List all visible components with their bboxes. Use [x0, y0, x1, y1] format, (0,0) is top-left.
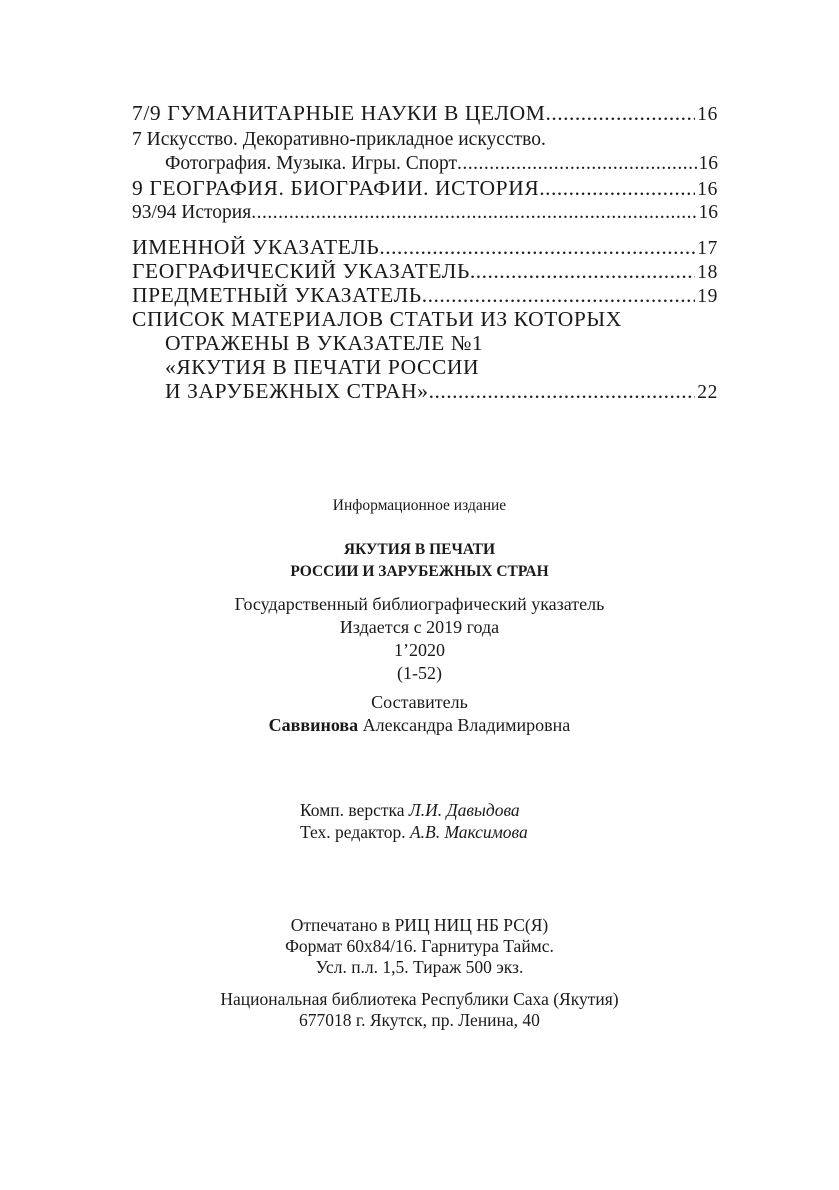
toc-entry[interactable] [132, 202, 718, 224]
toc-entry-page: 16 [698, 153, 718, 174]
issue-number: 1’2020 [394, 640, 445, 660]
layout-person: Л.И. Давыдова [408, 800, 520, 820]
toc-leader-dots [545, 101, 695, 126]
toc-entry-title: 93/94 История [132, 202, 252, 223]
compiler-label: Составитель [371, 692, 468, 712]
library-name: Национальная библиотека Республики Саха (Якутия) [220, 989, 619, 1009]
toc-leader-dots [457, 153, 697, 175]
print-run: Усл. п.л. 1,5. Тираж 500 экз. [315, 957, 524, 977]
toc-entry-page: 19 [697, 286, 718, 307]
layout-label: Комп. верстка [300, 800, 405, 820]
toc-entry-page: 22 [697, 382, 718, 403]
editor-credit [300, 822, 528, 843]
library-address: 677018 г. Якутск, пр. Ленина, 40 [299, 1010, 540, 1030]
toc-entry[interactable] [132, 235, 718, 260]
published-since: Издается с 2019 года [339, 617, 500, 637]
toc-leader-dots [429, 379, 696, 404]
toc-entry[interactable] [165, 379, 718, 404]
publication-title-line-2: РОССИИ И ЗАРУБЕЖНЫХ СТРАН [290, 563, 549, 580]
toc-entry[interactable] [132, 176, 718, 201]
toc-entry-title: ПРЕДМЕТНЫЙ УКАЗАТЕЛЬ [132, 283, 422, 307]
compiler-given-names: Александра Владимировна [362, 715, 571, 735]
toc-entry[interactable] [132, 101, 718, 126]
toc-entry-title-line: «ЯКУТИЯ В ПЕЧАТИ РОССИИ [165, 355, 480, 379]
toc-entry-page: 17 [697, 238, 718, 259]
toc-entry-title: ГЕОГРАФИЧЕСКИЙ УКАЗАТЕЛЬ [132, 259, 470, 283]
print-format: Формат 60х84/16. Гарнитура Таймс. [285, 936, 554, 956]
toc-entry-title-line: 7 Искусство. Декоративно-прикладное искусство. [132, 129, 546, 150]
toc-entry-title: 9 ГЕОГРАФИЯ. БИОГРАФИИ. ИСТОРИЯ [132, 176, 540, 200]
toc-entry-title-line: ОТРАЖЕНЫ В УКАЗАТЕЛЕ №1 [165, 331, 484, 355]
toc-entry[interactable] [165, 153, 718, 175]
toc-entry-page: 16 [697, 104, 718, 125]
compiler-surname: Саввинова [268, 715, 359, 735]
publication-subtitle: Государственный библиографический указатель [234, 594, 605, 614]
toc-entry[interactable] [132, 259, 718, 284]
toc-entry-title-line: СПИСОК МАТЕРИАЛОВ СТАТЬИ ИЗ КОТОРЫХ [132, 307, 622, 331]
toc-leader-dots [251, 202, 696, 224]
toc-entry-page: 16 [697, 179, 718, 200]
publication-title-line-1: ЯКУТИЯ В ПЕЧАТИ [343, 541, 496, 558]
printed-at: Отпечатано в РИЦ НИЦ НБ РС(Я) [290, 915, 549, 935]
toc-entry-title: И ЗАРУБЕЖНЫХ СТРАН» [165, 379, 429, 403]
toc-entry-title: 7/9 ГУМАНИТАРНЫЕ НАУКИ В ЦЕЛОМ [132, 101, 546, 125]
toc-entry-title: ИМЕННОЙ УКАЗАТЕЛЬ [132, 235, 380, 259]
entries-range: (1-52) [397, 663, 442, 683]
toc-leader-dots [539, 176, 695, 201]
edition-type: Информационное издание [332, 497, 507, 514]
toc-leader-dots [422, 283, 696, 308]
compiler-name [0, 715, 839, 736]
toc-entry-page: 16 [698, 202, 718, 223]
toc-leader-dots [470, 259, 695, 284]
toc-leader-dots [379, 235, 695, 260]
editor-person: А.В. Максимова [409, 822, 528, 842]
toc-entry-title: Фотография. Музыка. Игры. Спорт [165, 153, 457, 174]
editor-label: Тех. редактор. [300, 822, 406, 842]
layout-credit [300, 800, 520, 821]
toc-entry[interactable] [132, 283, 718, 308]
toc-entry-page: 18 [697, 262, 718, 283]
